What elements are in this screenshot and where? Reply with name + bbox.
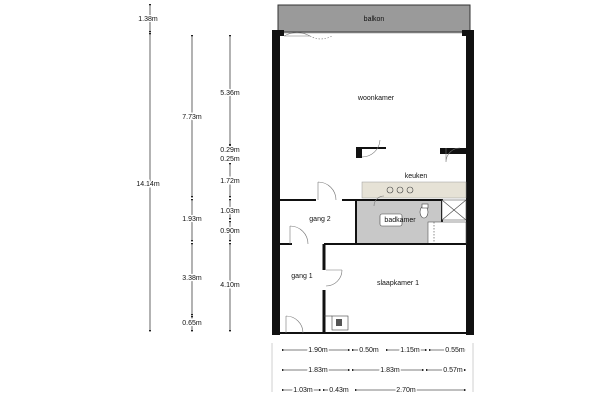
room-label-keuken: keuken (404, 173, 428, 180)
wall-top-left (272, 30, 284, 36)
dim-inner-b (220, 155, 240, 163)
dim-bottom-row2 (283, 367, 465, 374)
entrance-door (286, 316, 303, 333)
dim-label: 2.70m (396, 387, 416, 394)
dim-inner-a (220, 146, 240, 154)
dim-label: 1.72m (220, 178, 240, 185)
wall-woon-keuken-right (440, 148, 466, 154)
dim-label: 7.73m (182, 114, 202, 121)
dim-woonkamer (220, 36, 240, 145)
dim-total (136, 34, 160, 331)
dim-label: 0.43m (329, 387, 349, 394)
room-label-gang1: gang 1 (291, 273, 313, 280)
dim-inner-d (220, 222, 240, 241)
dim-label: 0.55m (445, 347, 465, 354)
dim-label: 1.83m (308, 367, 328, 374)
dim-label: 5.36m (220, 90, 240, 97)
dim-label: 1.15m (400, 347, 420, 354)
room-label-slaapkamer1: slaapkamer 1 (376, 280, 420, 287)
dim-label: 0.90m (220, 228, 240, 235)
dim-inner-c (220, 200, 240, 219)
room-label-gang2: gang 2 (309, 216, 331, 223)
balcony-door-swing (310, 36, 332, 39)
dim-label: 1.90m (308, 347, 328, 354)
dim-label: 0.65m (182, 320, 202, 327)
dim-label: 1.38m (138, 16, 158, 23)
dim-balkon-depth (138, 5, 158, 32)
dim-label: 0.50m (359, 347, 379, 354)
room-label-badkamer: badkamer (384, 217, 416, 224)
wall-woon-keuken-left (356, 148, 362, 158)
dim-label: 1.93m (182, 216, 202, 223)
gang2-door (318, 182, 336, 200)
dim-label: 0.57m (443, 367, 463, 374)
dim-label: 1.83m (380, 367, 400, 374)
kitchen-counter (362, 182, 466, 198)
gang2-bottom-door (290, 226, 308, 244)
wall-right (466, 30, 474, 335)
wall-left (272, 30, 280, 335)
dim-woon-total (182, 36, 202, 197)
dim-slaapkamer (220, 244, 240, 331)
dim-label: 1.03m (293, 387, 313, 394)
dim-label: 14.14m (136, 181, 160, 188)
dim-label: 0.29m (220, 147, 240, 154)
room-label-woonkamer: woonkamer (357, 95, 395, 102)
dim-bottom (182, 317, 202, 331)
dim-label: 1.03m (220, 208, 240, 215)
dim-gang1 (182, 244, 202, 315)
dim-gang2 (182, 200, 202, 241)
wall-top-right (462, 30, 474, 36)
dim-label: 0.25m (220, 156, 240, 163)
dim-keuken (220, 164, 240, 197)
dim-label: 3.38m (182, 275, 202, 282)
dim-bottom-row1 (272, 343, 465, 392)
room-label-balkon: balkon (363, 16, 385, 23)
slaapkamer-door (326, 270, 342, 286)
dim-label: 4.10m (220, 282, 240, 289)
